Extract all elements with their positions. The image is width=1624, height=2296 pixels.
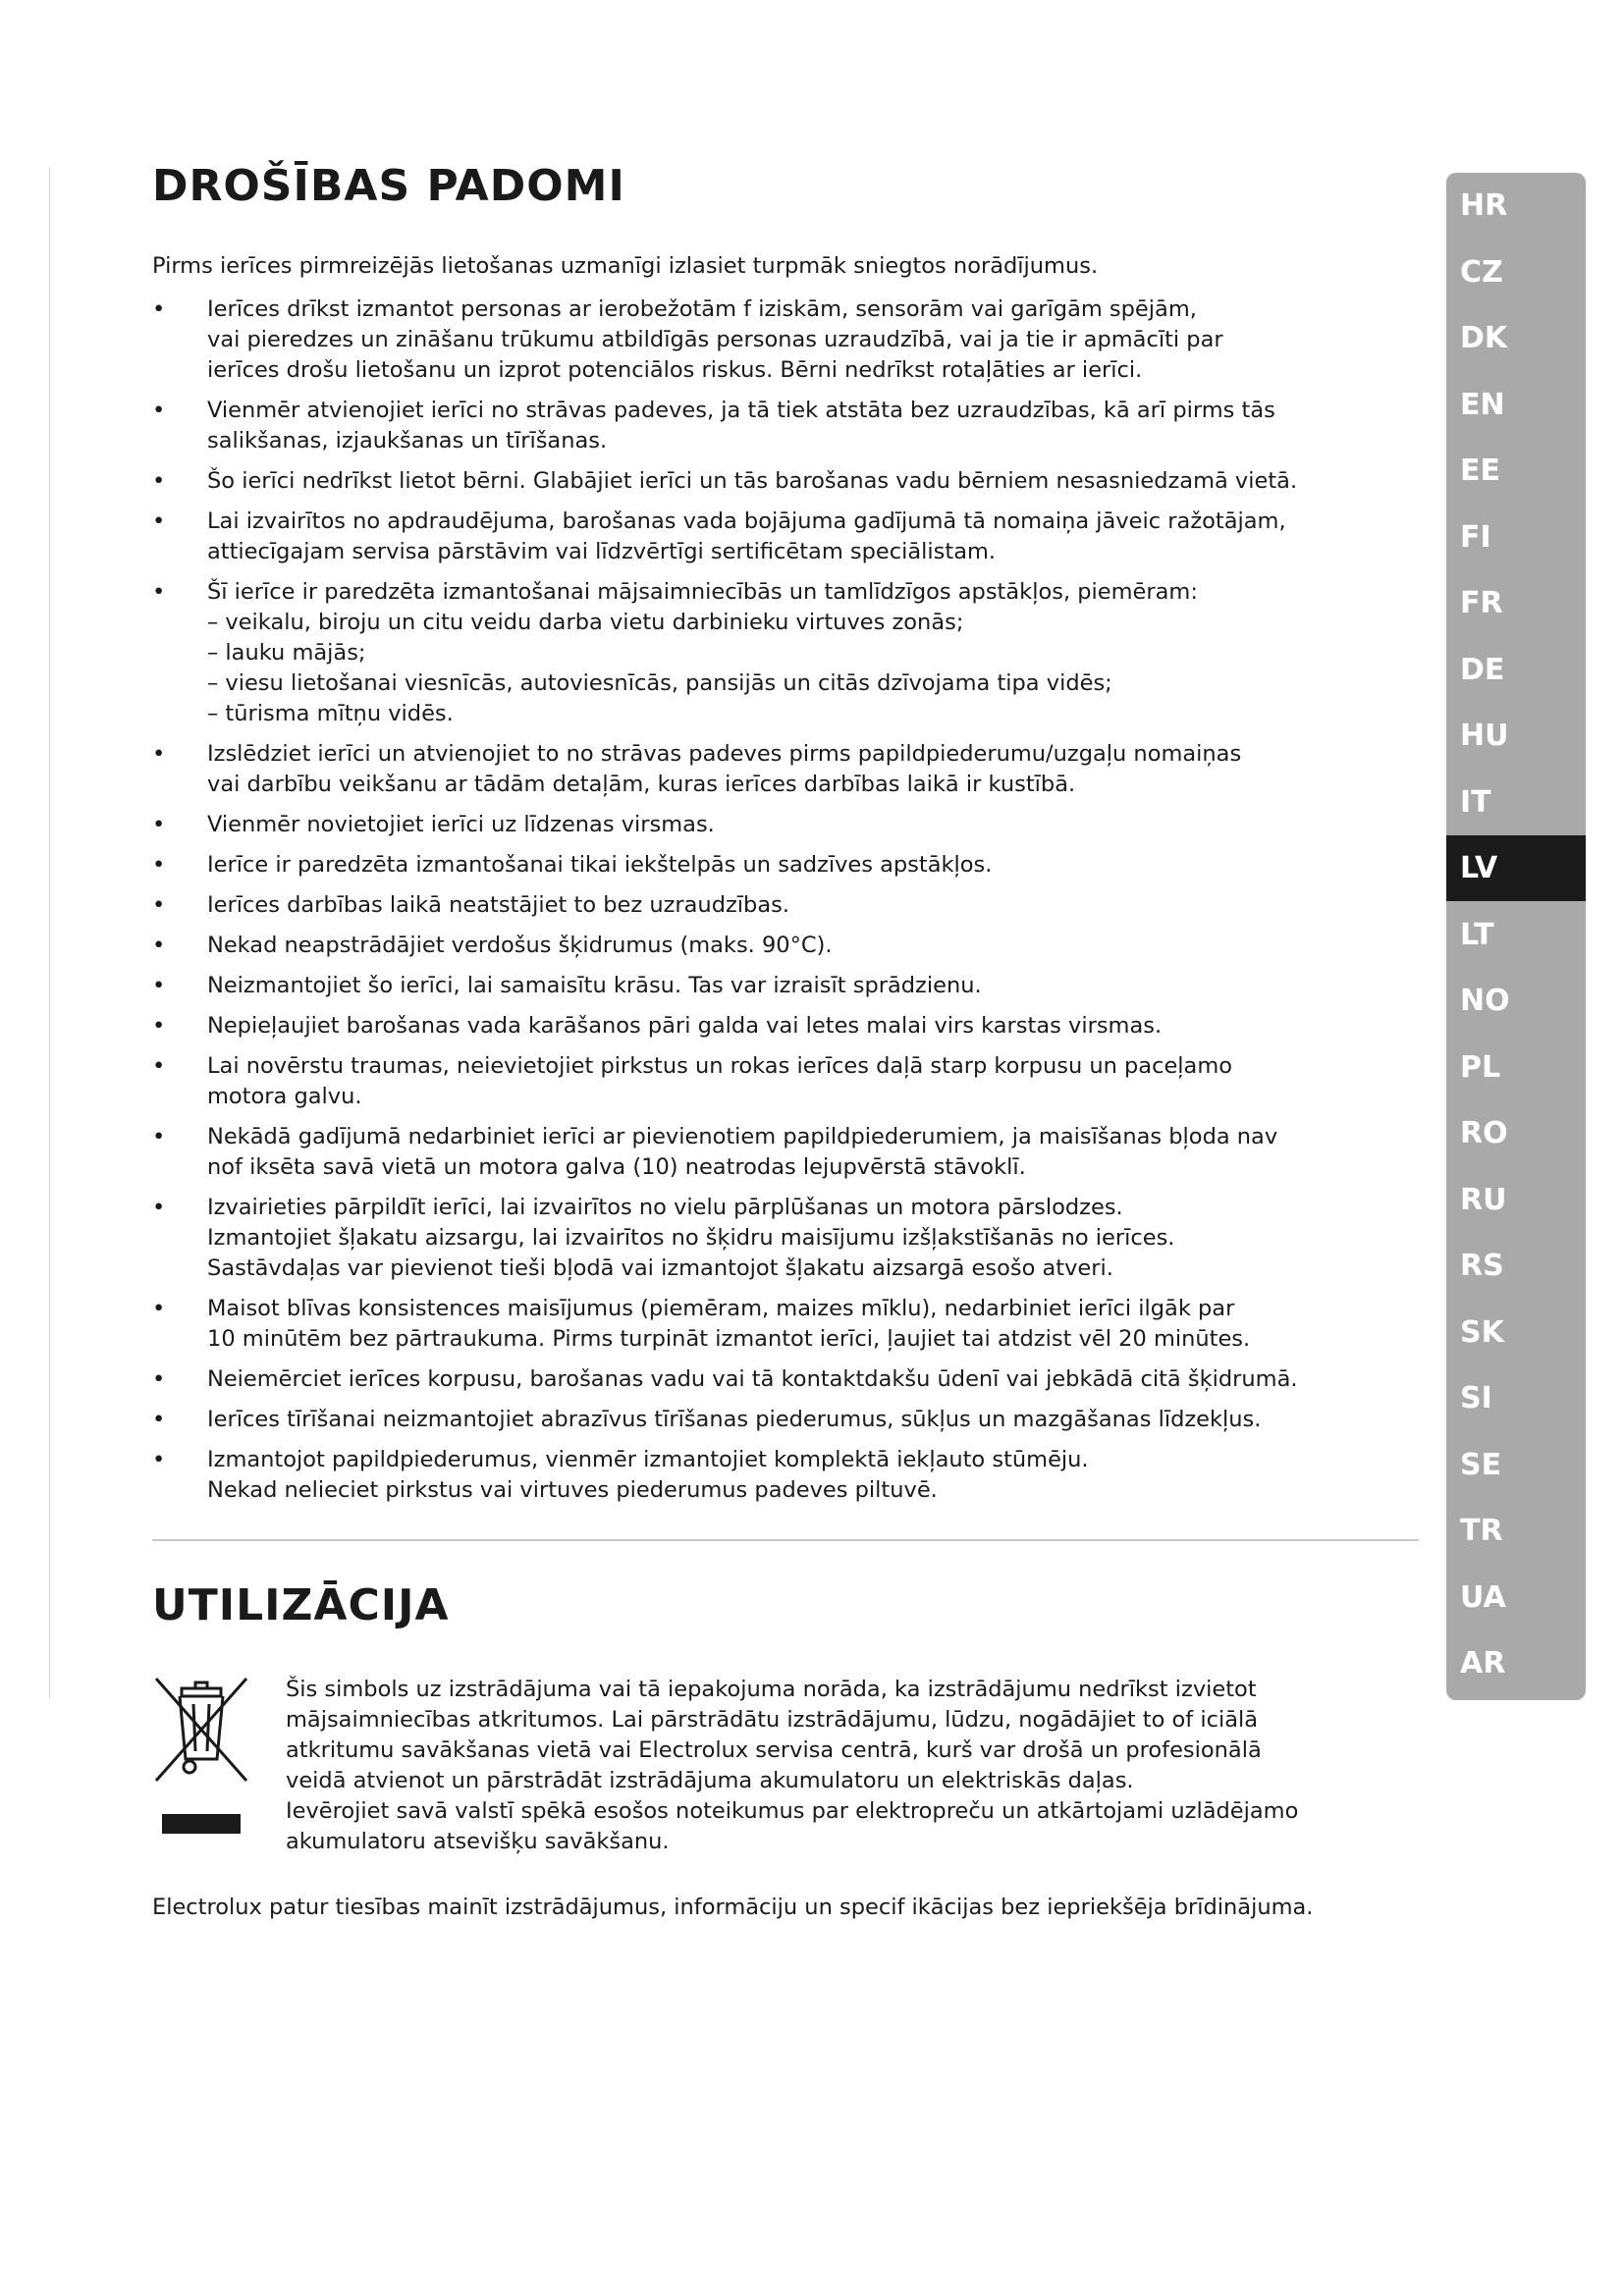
safety-item-text: Lai novērstu traumas, neievietojiet pirkstus un rokas ierīces daļā starp korpusu un paceļamo motora galvu. — [207, 1053, 1233, 1109]
language-tab-si[interactable]: SI — [1460, 1381, 1492, 1415]
language-tab-de[interactable]: DE — [1460, 652, 1505, 687]
safety-item — [152, 1122, 1419, 1183]
bullet-icon: • — [152, 1366, 166, 1392]
bullet-icon: • — [152, 741, 166, 767]
bullet-icon: • — [152, 1447, 166, 1472]
bullet-icon: • — [152, 933, 166, 958]
safety-item — [152, 971, 1419, 1001]
safety-item — [152, 294, 1419, 386]
bullet-icon: • — [152, 1124, 166, 1149]
language-tab-no[interactable]: NO — [1460, 984, 1510, 1018]
bullet-icon: • — [152, 508, 166, 534]
safety-item-text: Šo ierīci nedrīkst lietot bērni. Glabājiet ierīci un tās barošanas vadu bērniem nesasniedzamā vietā. — [207, 468, 1298, 494]
page-content — [152, 157, 1419, 1945]
safety-item — [152, 1294, 1419, 1355]
safety-item-text: Lai izvairītos no apdraudējuma, barošanas vada bojājuma gadījumā tā nomaiņa jāveic ražotājam, attiecīgajam servisa pārstāvim vai līdzvērtīgi sertificētam speciālistam. — [207, 508, 1286, 564]
bullet-icon: • — [152, 398, 166, 423]
bullet-icon: • — [152, 1407, 166, 1432]
bullet-icon: • — [152, 852, 166, 878]
safety-item — [152, 1445, 1419, 1506]
language-tab-en[interactable]: EN — [1460, 387, 1505, 422]
safety-item — [152, 507, 1419, 567]
language-tab-hr[interactable]: HR — [1460, 188, 1508, 223]
safety-item — [152, 1364, 1419, 1395]
language-tab-fr[interactable]: FR — [1460, 586, 1503, 620]
safety-item-text: Neiemērciet ierīces korpusu, barošanas vadu vai tā kontaktdakšu ūdenī vai jebkādā citā šķidrumā. — [207, 1366, 1298, 1392]
safety-item-text: Šī ierīce ir paredzēta izmantošanai mājsaimniecībās un tamlīdzīgos apstākļos, piemēram: – veikalu, biroju un citu veidu darba vietu darbinieku virtuves zonās; – lauku mājās; – viesu lietošanai viesnīcās, autoviesnīcās, pansijās un citās dzīvojama tipa vidēs; – tūrisma mītņu vidēs. — [207, 579, 1198, 726]
safety-item-text: Nekad neapstrādājiet verdošus šķidrumus (maks. 90°C). — [207, 933, 833, 958]
safety-item — [152, 890, 1419, 921]
bullet-icon: • — [152, 579, 166, 605]
bullet-icon: • — [152, 1053, 166, 1079]
safety-item-text: Ierīces darbības laikā neatstājiet to bez uzraudzības. — [207, 892, 789, 918]
language-tab-tr[interactable]: TR — [1460, 1514, 1503, 1548]
safety-item — [152, 850, 1419, 881]
bullet-icon: • — [152, 296, 166, 322]
bullet-icon: • — [152, 468, 166, 494]
safety-item — [152, 1193, 1419, 1284]
safety-item-text: Vienmēr novietojiet ierīci uz līdzenas virsmas. — [207, 812, 715, 837]
safety-item-text: Izslēdziet ierīci un atvienojiet to no strāvas padeves pirms papildpiederumu/uzgaļu nomaiņas vai darbību veikšanu ar tādām detaļām, kuras ierīces darbības laikā ir kustībā. — [207, 741, 1242, 797]
disposal-text: Šis simbols uz izstrādājuma vai tā iepakojuma norāda, ka izstrādājumu nedrīkst izvietot mājsaimniecības atkritumos. Lai pārstrādātu izstrādājumu, lūdzu, nogādājiet to of iciālā atkritumu savākšanas vietā vai Electrolux servisa centrā, kurš var drošā un profesionālā veidā atvienot un pārstrādāt izstrādājuma akumulatoru un elektriskās daļas. Ievērojiet savā valstī spēkā esošos noteikumus par elektropreču un atkārtojami uzlādējamo akumulatoru atsevišķu savākšanu. — [286, 1677, 1299, 1854]
safety-item-text: Ierīces tīrīšanai neizmantojiet abrazīvus tīrīšanas piederumus, sūkļus un mazgāšanas līdzekļus. — [207, 1407, 1262, 1432]
language-tab-bar — [1446, 173, 1586, 1700]
safety-item-text: Izmantojot papildpiederumus, vienmēr izmantojiet komplektā iekļauto stūmēju. Nekad nelieciet pirkstus vai virtuves piederumus padeves piltuvē. — [207, 1447, 1089, 1503]
safety-item-text: Vienmēr atvienojiet ierīci no strāvas padeves, ja tā tiek atstāta bez uzraudzības, kā arī pirms tās salikšanas, izjaukšanas un tīrīšanas. — [207, 398, 1275, 454]
safety-item — [152, 1011, 1419, 1041]
weee-crossed-bin-icon — [152, 1675, 250, 1853]
safety-item-text: Nepieļaujiet barošanas vada karāšanos pāri galda vai letes malai virs karstas virsmas. — [207, 1013, 1163, 1039]
language-tab-cz[interactable]: CZ — [1460, 254, 1503, 290]
disposal-title: UTILIZĀCIJA — [152, 1580, 450, 1630]
language-tab-dk[interactable]: DK — [1460, 321, 1508, 355]
safety-intro: Pirms ierīces pirmreizējās lietošanas uzmanīgi izlasiet turpmāk sniegtos norādījumus. — [152, 253, 1099, 279]
language-tab-lv[interactable]: LV — [1446, 835, 1586, 901]
left-margin-rule — [49, 167, 50, 1698]
safety-item-text: Ierīces drīkst izmantot personas ar ierobežotām f iziskām, sensorām vai garīgām spējām, vai pieredzes un zināšanu trūkumu atbildīgās personas uzraudzībā, vai ja tie ir apmācīti par ierīces drošu lietošanu un izprot potenciālos riskus. Bērni nedrīkst rotaļāties ar ierīci. — [207, 296, 1223, 383]
bullet-icon: • — [152, 1296, 166, 1321]
safety-title: DROŠĪBAS PADOMI — [152, 161, 625, 211]
language-tab-rs[interactable]: RS — [1460, 1249, 1504, 1283]
safety-item — [152, 466, 1419, 497]
safety-item — [152, 931, 1419, 961]
safety-item-text: Izvairieties pārpildīt ierīci, lai izvairītos no vielu pārplūšanas un motora pārslodzes. Izmantojiet šļakatu aizsargu, lai izvairītos no šķidru maisījumu izšļakstīšanās no ierīces. Sastāvdaļas var pievienot tieši bļodā vai izmantojot šļakatu aizsargā esošo atveri. — [207, 1195, 1175, 1281]
language-tab-fi[interactable]: FI — [1460, 519, 1491, 555]
disposal-section — [152, 1675, 1419, 1857]
language-tab-ua[interactable]: UA — [1460, 1579, 1506, 1615]
safety-item — [152, 739, 1419, 800]
safety-item-text: Nekādā gadījumā nedarbiniet ierīci ar pievienotiem papildpiederumiem, ja maisīšanas bļoda nav nof iksēta savā vietā un motora galva (10) neatrodas lejupvērstā stāvoklī. — [207, 1124, 1278, 1180]
language-tab-ro[interactable]: RO — [1460, 1116, 1508, 1150]
language-tab-ru[interactable]: RU — [1460, 1182, 1507, 1217]
language-tab-ar[interactable]: AR — [1460, 1646, 1506, 1681]
language-tab-lt[interactable]: LT — [1460, 917, 1494, 952]
bullet-icon: • — [152, 1013, 166, 1039]
safety-item-text: Maisot blīvas konsistences maisījumus (piemēram, maizes mīklu), nedarbiniet ierīci ilgāk par 10 minūtēm bez pārtraukuma. Pirms turpināt izmantot ierīci, ļaujiet tai atdzist vēl 20 minūtes. — [207, 1296, 1251, 1352]
safety-item — [152, 1405, 1419, 1435]
safety-item — [152, 577, 1419, 729]
language-tab-ee[interactable]: EE — [1460, 454, 1500, 488]
language-tab-it[interactable]: IT — [1460, 784, 1491, 820]
language-tab-hu[interactable]: HU — [1460, 719, 1509, 753]
bullet-icon: • — [152, 973, 166, 998]
language-tab-se[interactable]: SE — [1460, 1447, 1502, 1482]
bullet-icon: • — [152, 892, 166, 918]
language-tab-pl[interactable]: PL — [1460, 1049, 1501, 1085]
section-divider — [152, 1539, 1419, 1541]
safety-item — [152, 810, 1419, 840]
bullet-icon: • — [152, 812, 166, 837]
safety-item-text: Neizmantojiet šo ierīci, lai samaisītu krāsu. Tas var izraisīt sprādzienu. — [207, 973, 982, 998]
safety-list — [152, 294, 1419, 1506]
bullet-icon: • — [152, 1195, 166, 1220]
safety-item-text: Ierīce ir paredzēta izmantošanai tikai iekštelpās un sadzīves apstākļos. — [207, 852, 993, 878]
language-tab-sk[interactable]: SK — [1460, 1314, 1504, 1350]
safety-item — [152, 396, 1419, 456]
disclaimer-text: Electrolux patur tiesības mainīt izstrādājumus, informāciju un specif ikācijas bez iepriekšēja brīdinājuma. — [152, 1895, 1314, 1920]
safety-item — [152, 1051, 1419, 1112]
